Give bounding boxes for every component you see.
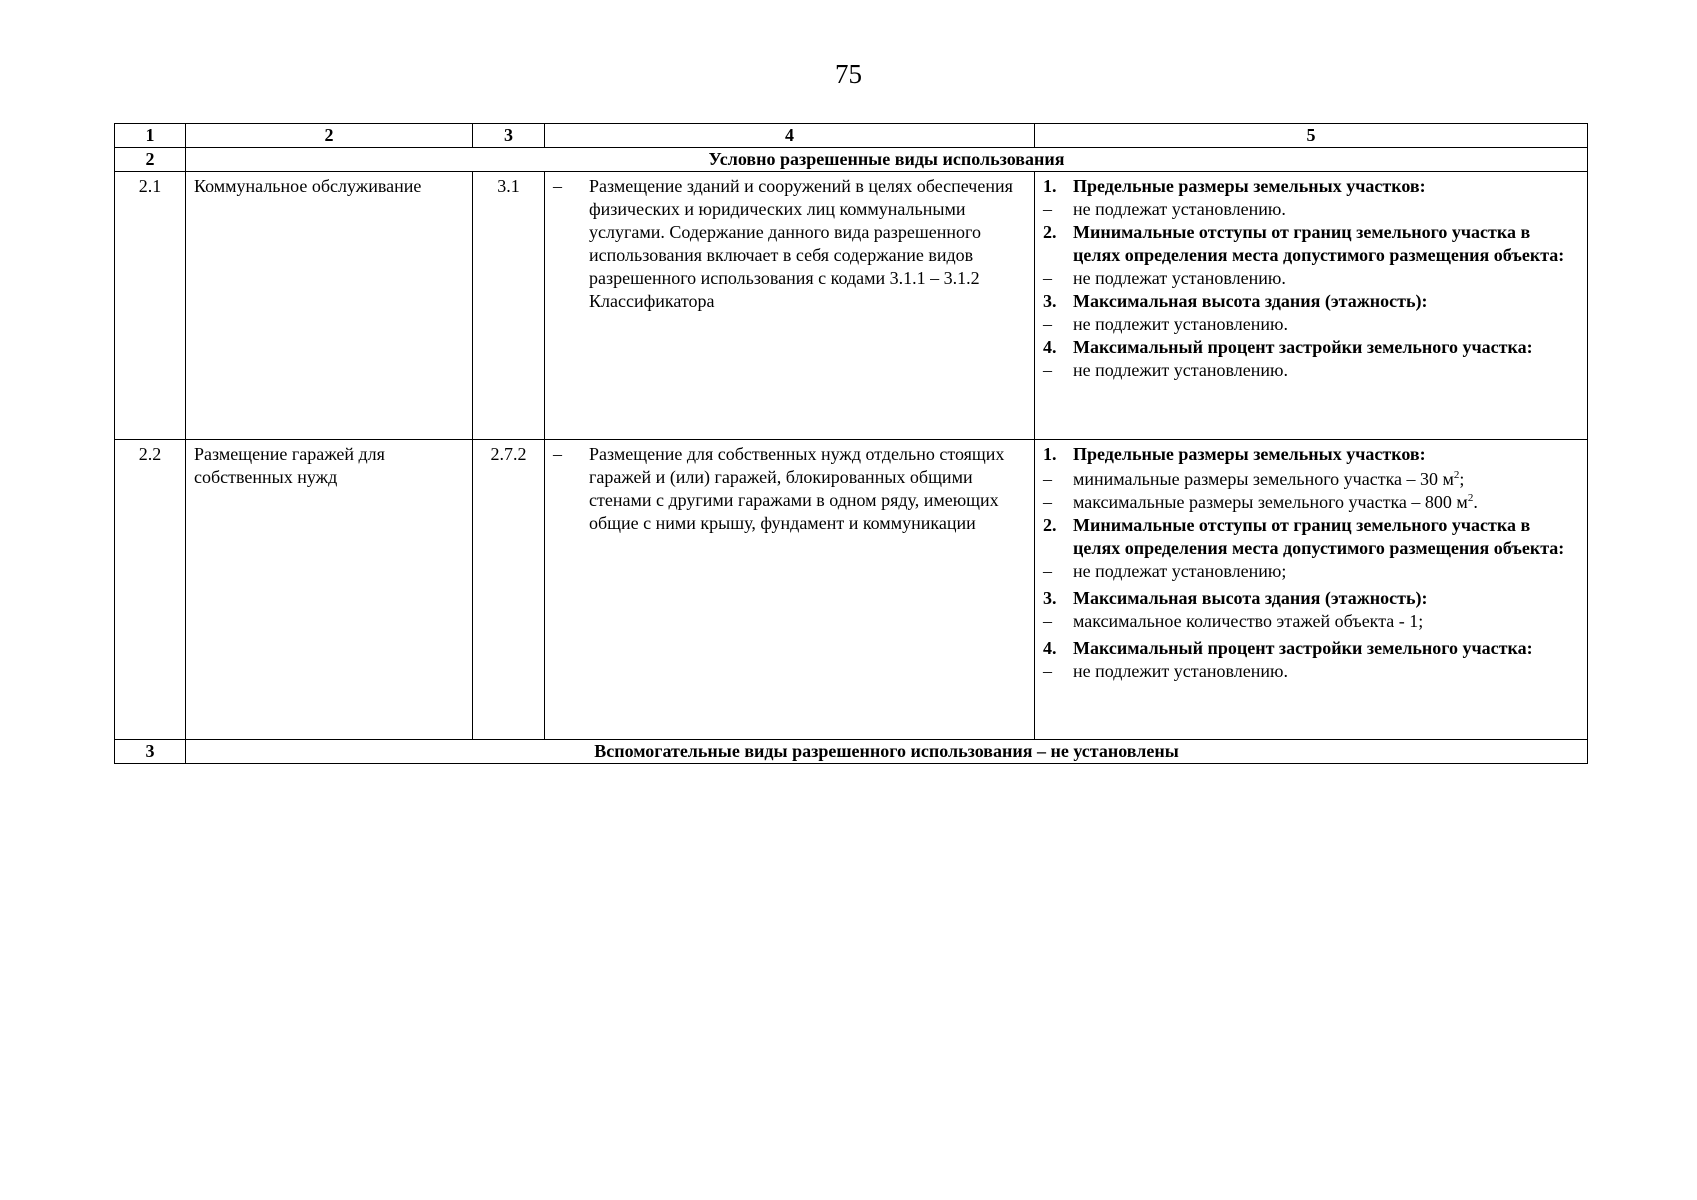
dash-marker: – bbox=[1043, 360, 1052, 380]
parameter-value-text: не подлежат установлению. bbox=[1073, 268, 1286, 288]
description-item bbox=[553, 175, 1026, 313]
parameter-title: Максимальный процент застройки земельного участка: bbox=[1073, 638, 1533, 658]
use-description: Размещение для собственных нужд отдельно стоящих гаражей и (или) гаражей, блокированных общими стенами с другими гаражами в одном ряду, имеющих общие с ними крышу, фундамент и коммуникации bbox=[589, 444, 1005, 533]
parameter-value bbox=[1043, 359, 1579, 382]
column-number: 4 bbox=[545, 124, 1035, 148]
parameter-number: 3. bbox=[1043, 588, 1057, 608]
parameter-number: 2. bbox=[1043, 515, 1057, 535]
superscript: 2 bbox=[1467, 492, 1474, 504]
parameter-number: 4. bbox=[1043, 337, 1057, 357]
parameter-title: Минимальные отступы от границ земельного участка в целях определения места допустимого размещения объекта: bbox=[1073, 515, 1565, 558]
section-row-auxiliary bbox=[115, 740, 1588, 764]
description-item bbox=[553, 443, 1026, 535]
punctuation: . bbox=[1473, 492, 1478, 512]
section-number: 2 bbox=[115, 148, 186, 172]
use-description-cell bbox=[545, 440, 1035, 740]
area-min-text: минимальные размеры земельного участка – 30 м bbox=[1073, 469, 1454, 489]
row-number: 2.1 bbox=[115, 172, 186, 440]
classifier-code: 3.1 bbox=[473, 172, 545, 440]
section-title: Вспомогательные виды разрешенного использования – не установлены bbox=[186, 740, 1588, 764]
parameter-number: 1. bbox=[1043, 444, 1057, 464]
parameter-value-text: не подлежит установлению. bbox=[1073, 360, 1288, 380]
row-number: 2.2 bbox=[115, 440, 186, 740]
column-number: 3 bbox=[473, 124, 545, 148]
dash-marker: – bbox=[553, 444, 562, 464]
parameter-title: Предельные размеры земельных участков: bbox=[1073, 176, 1426, 196]
use-description-cell bbox=[545, 172, 1035, 440]
parameter-number: 2. bbox=[1043, 222, 1057, 242]
parameter-title: Минимальные отступы от границ земельного участка в целях определения места допустимого размещения объекта: bbox=[1073, 222, 1565, 265]
column-number: 1 bbox=[115, 124, 186, 148]
parameter-value bbox=[1043, 610, 1579, 633]
dash-marker: – bbox=[1043, 661, 1052, 681]
punctuation: ; bbox=[1459, 469, 1465, 489]
dash-marker: – bbox=[1043, 611, 1052, 631]
parameter-title: Максимальный процент застройки земельного участка: bbox=[1073, 337, 1533, 357]
use-name: Коммунальное обслуживание bbox=[186, 172, 473, 440]
parameter-heading bbox=[1043, 175, 1579, 198]
parameter-heading bbox=[1043, 587, 1579, 610]
land-use-table bbox=[114, 123, 1588, 764]
area-max-text: максимальные размеры земельного участка – 800 м bbox=[1073, 492, 1468, 512]
parameter-heading bbox=[1043, 336, 1579, 359]
parameter-value-text: не подлежит установлению. bbox=[1073, 661, 1288, 681]
parameter-number: 4. bbox=[1043, 638, 1057, 658]
parameters-cell bbox=[1035, 440, 1588, 740]
use-name: Размещение гаражей для собственных нужд bbox=[186, 440, 473, 740]
dash-marker: – bbox=[1043, 199, 1052, 219]
superscript: 2 bbox=[1453, 469, 1460, 481]
section-row-conditional bbox=[115, 148, 1588, 172]
column-number: 5 bbox=[1035, 124, 1588, 148]
parameter-value bbox=[1043, 560, 1579, 583]
classifier-code: 2.7.2 bbox=[473, 440, 545, 740]
section-number: 3 bbox=[115, 740, 186, 764]
dash-marker: – bbox=[1043, 561, 1052, 581]
parameter-value-text: не подлежат установлению; bbox=[1073, 561, 1287, 581]
parameter-value bbox=[1043, 468, 1579, 491]
dash-marker: – bbox=[1043, 314, 1052, 334]
parameters-cell bbox=[1035, 172, 1588, 440]
column-numbers-row bbox=[115, 124, 1588, 148]
parameter-value-text: не подлежит установлению. bbox=[1073, 314, 1288, 334]
parameter-title: Максимальная высота здания (этажность): bbox=[1073, 588, 1428, 608]
parameter-value bbox=[1043, 198, 1579, 221]
parameter-value bbox=[1043, 660, 1579, 683]
parameter-heading bbox=[1043, 290, 1579, 313]
parameter-heading bbox=[1043, 443, 1579, 466]
parameter-heading bbox=[1043, 221, 1579, 267]
parameter-title: Предельные размеры земельных участков: bbox=[1073, 444, 1426, 464]
dash-marker: – bbox=[1043, 469, 1052, 489]
parameter-number: 1. bbox=[1043, 176, 1057, 196]
parameter-value-text bbox=[1073, 468, 1579, 491]
page-number: 75 bbox=[835, 59, 862, 89]
parameter-heading bbox=[1043, 637, 1579, 660]
parameter-number: 3. bbox=[1043, 291, 1057, 311]
parameter-value-text: максимальное количество этажей объекта - 1; bbox=[1073, 611, 1424, 631]
parameter-value bbox=[1043, 313, 1579, 336]
parameter-value-text bbox=[1073, 491, 1579, 514]
column-number: 2 bbox=[186, 124, 473, 148]
parameter-value bbox=[1043, 491, 1579, 514]
parameter-value-text: не подлежат установлению. bbox=[1073, 199, 1286, 219]
parameter-heading bbox=[1043, 514, 1579, 560]
dash-marker: – bbox=[553, 176, 562, 196]
dash-marker: – bbox=[1043, 492, 1052, 512]
use-description: Размещение зданий и сооружений в целях обеспечения физических и юридических лиц коммунальными услугами. Содержание данного вида разрешенного использования включает в себя содержание видов разрешенного использования с кодами 3.1.1 – 3.1.2 Классификатора bbox=[589, 176, 1013, 311]
table-row bbox=[115, 172, 1588, 440]
parameter-title: Максимальная высота здания (этажность): bbox=[1073, 291, 1428, 311]
dash-marker: – bbox=[1043, 268, 1052, 288]
parameter-value bbox=[1043, 267, 1579, 290]
section-title: Условно разрешенные виды использования bbox=[186, 148, 1588, 172]
table-row bbox=[115, 440, 1588, 740]
